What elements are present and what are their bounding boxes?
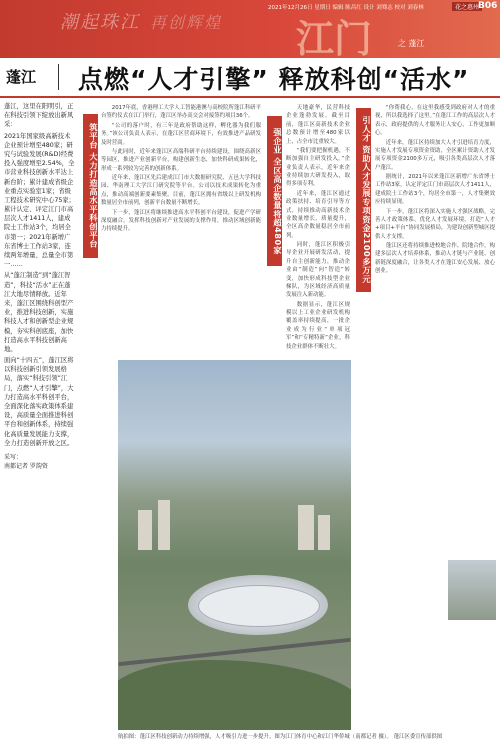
district-name: 蓬江 xyxy=(6,68,37,86)
article-column-enterprise xyxy=(286,104,350,356)
masthead-section-name: 之 蓬江 xyxy=(398,39,425,48)
intro-paragraph: 从“蓬江制造”到“蓬江智造”，科技“活水”正在蓬江大地尽情释放。近年来，蓬江区围绕科创型产业，推进科技创新，实施科技人才和创新型企业规模，夯实科创底座，加快打造高水平科技创新高地。 xyxy=(4,272,74,353)
article-paragraph: 数据显示，蓬江区规模以上工业企业研发机构覆盖率持续提高，一批企业成为行业“单项冠军”和“专精特新”企业，科技企业群体不断壮大。 xyxy=(286,301,350,350)
article-paragraph: 近年来，蓬江区持续加大人才引进培育力度，实施人才发展专项资金资助，全区累计资助人才发展专项资金2100多万元，吸引各类高层次人才落户蓬江。 xyxy=(375,139,495,171)
photo-building xyxy=(298,505,314,550)
photo-building xyxy=(158,500,170,550)
masthead-deco-text: 潮起珠江 xyxy=(60,12,140,33)
article-paragraph: 下一步，蓬江区将深入实施人才强区战略，完善人才政策体系，优化人才发展环境，打造“人才+项目+平台”协同发展格局，为建设创新型城区提供人才支撑。 xyxy=(375,208,495,240)
section-label-platform: 筑平台 大力打造高水平科创平台 xyxy=(83,114,98,258)
byline: 采写： 南都记者 罗韵资 xyxy=(4,453,48,470)
headline-divider xyxy=(58,64,59,90)
article-paragraph: 近年来，蓬江区通过政策扶持、培育引导等方式，持续推动高新技术企业数量增长、质量提升，全区高企数量稳居全市前列。 xyxy=(286,190,350,239)
intro-paragraph: 2021年国家级高新技术企业预计增至480家；研究与试验发展(R&D)经费投入强度增至2.54%，全市营业科技创新水平达上新台阶；累计建成省级企业重点实验室1家；省级工程技术研究中心75家；累计认定、评定江门市高层次人才1411人，建成院士工作站3个，均居全市第一；2021年新增广东省博士工作站3家，连续两年增量、总量全市第一…… xyxy=(4,132,75,269)
section-label-talent: 引人才 资助人才发展专项资金2100多万元 xyxy=(356,108,371,292)
article-paragraph: 2017年底，香港理工大学人工智能港澳与高校院所蓬江科研平台签约仪式在江门举行，蓬江区举办高交会对接签约项目36个。 xyxy=(101,105,261,120)
article-paragraph: 下一步，蓬江区将继续推进高水平科创平台建设，促进产学研深度融合，发挥科技创新对产业发展的支撑作用，推动区域创新能力持续提升。 xyxy=(101,209,261,233)
intro-paragraph: 面向“十四五”，蓬江区将以科技创新引领发展格局，落实“科技引领”江门，点燃“人才引擎”，大力打造高水平科创平台，全面深化落实政策体系建设，高质量全面推进科创平台和创新体系，持续强化高质量发展能力支撑，全力打造创新开放之区。 xyxy=(4,357,74,447)
masthead-banner xyxy=(0,0,500,58)
masthead-deco-text-2: 再创辉煌 xyxy=(150,13,223,32)
page-badge: 花之惠州 xyxy=(452,2,482,11)
headline-rule xyxy=(0,96,500,98)
article-paragraph: 同时，蓬江区积极引导企业开展研发活动，提升自主创新能力，推动企业由“制造”向“智造”转变，加快形成科技型企业梯队，为区域经济高质量发展注入新动能。 xyxy=(286,242,350,299)
article-paragraph: 蓬江区还将持续推进校地合作、院地合作，构建多层次人才培养体系，推动人才链与产业链、创新链深度融合，让各类人才在蓬江安心发展、放心创业。 xyxy=(375,243,495,275)
photo-building xyxy=(138,510,152,550)
article-column-talent xyxy=(375,104,495,556)
intro-paragraph: 蓬江，这里在阳明引，正在科技引领下绽放出新风采： xyxy=(4,103,74,129)
photo-hillside xyxy=(118,660,351,730)
article-paragraph: 与此同时，近年来蓬江区高端科研平台持续建设，围绕高新区等园区，推进产业创新平台，构建创新生态，加快科研成果转化，形成一系列较为完善的创新体系。 xyxy=(101,148,261,172)
article-paragraph: 天地豪华，民营科技企业蓬勃发展。截至目前，蓬江区高新技术企业总数预计增至480家以上，占全市比重较大。 xyxy=(286,105,350,145)
aerial-photo xyxy=(118,360,351,730)
article-paragraph: 据统计，2021年以来蓬江区新增广东省博士工作站3家，认定评定江门市高层次人才1411人，建成院士工作站3个，均居全市第一，人才集聚效应持续显现。 xyxy=(375,174,495,206)
article-paragraph: 近年来，蓬江区先后建成江门市大数据研究院、五邑大学科技园、华南理工大学江门研究院等平台。公司以技术成果转化为重点，推动高端创新要素集聚。目前，蓬江区拥有省级以上研发机构数量居全市前列，创新平台数量不断增长。 xyxy=(101,175,261,207)
page-title: 点燃“人才引擎” 释放科创“活水” xyxy=(78,65,470,94)
photo-building xyxy=(318,515,330,550)
date-line: 2021年12月26日 星期日 编辑 陈昌红 设计 刘骞志 校对 刘春林 xyxy=(268,5,424,11)
photo-caption: 航拍图：蓬江区科技创新动力持续增强，人才吸引力进一步提升。图为江门体育中心和江门华侨城（南都记者 摄）。 蓬江区委宣传部供图 xyxy=(118,734,443,740)
page-number: B06 xyxy=(478,1,498,11)
section-label-enterprise: 强企业 全区高企数量将超480家 xyxy=(267,116,282,266)
inset-photo xyxy=(448,560,496,620)
article-paragraph: “公司的落户时，有三年是政府帮助这样，孵化器为我们服务。”该公司负责人表示，在蓬江区营商环境下，有效推进产品研发及时营商。 xyxy=(101,122,261,146)
masthead-big-text: 江门 xyxy=(296,17,373,58)
article-paragraph: “你帮我心，在这里我感受到政府对人才的重视，所以我选择了这里。”在蓬江工作的高层次人才表示，政府提供的人才服务让人安心，工作更加顺心。 xyxy=(375,105,495,137)
photo-stadium-roof xyxy=(198,585,320,627)
article-column-platform xyxy=(101,104,261,356)
article-paragraph: “我们要把握机遇，不断加强自主研发投入。”企业负责人表示，近年来企业持续加大研发投入，取得多项专利。 xyxy=(286,147,350,188)
intro-column xyxy=(4,102,75,471)
